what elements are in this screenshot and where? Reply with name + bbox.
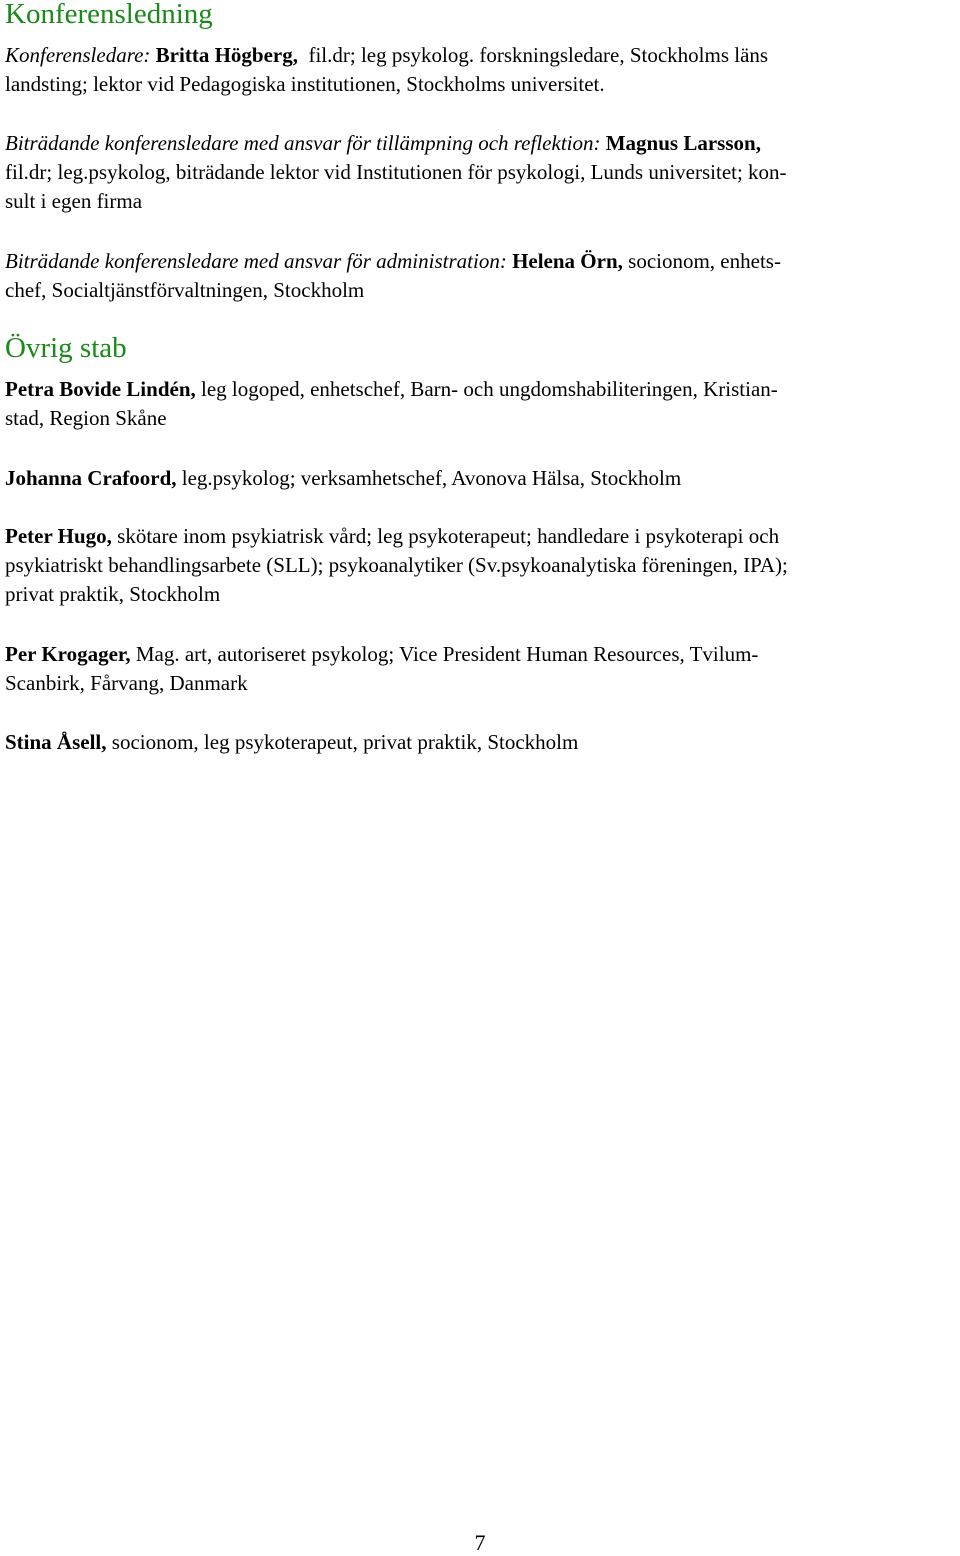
staff-line bbox=[5, 522, 955, 551]
leader-role: Konferensledare: bbox=[5, 43, 151, 67]
leader-line-1 bbox=[5, 41, 955, 70]
staff-line: psykiatriskt behandlingsarbete (SLL); psykoanalytiker (Sv.psykoanalytiska föreningen, IPA); bbox=[5, 553, 788, 577]
leader-line-2: landsting; lektor vid Pedagogiska institutionen, Stockholms universitet. bbox=[5, 72, 605, 96]
staff-paragraph bbox=[5, 728, 955, 757]
section-heading-konferensledning: Konferensledning bbox=[5, 0, 213, 30]
staff-name: Stina Åsell, bbox=[5, 730, 107, 754]
staff-paragraph bbox=[5, 522, 955, 609]
staff-line: privat praktik, Stockholm bbox=[5, 582, 221, 606]
staff-line bbox=[5, 640, 955, 669]
staff-description: leg logoped, enhetschef, Barn- och ungdomshabiliteringen, Kristian- bbox=[201, 377, 778, 401]
staff-line bbox=[5, 464, 955, 493]
staff-description: leg.psykolog; verksamhetschef, Avonova Hälsa, Stockholm bbox=[181, 466, 682, 490]
staff-paragraph bbox=[5, 375, 955, 433]
deputy-admin-role: Biträdande konferensledare med ansvar för administration: bbox=[5, 249, 507, 273]
deputy-application-line-3: sult i egen firma bbox=[5, 189, 143, 213]
leader-description: fil.dr; leg psykolog. forskningsledare, Stockholms läns bbox=[308, 43, 769, 67]
deputy-admin-description: socionom, enhets- bbox=[628, 249, 781, 273]
staff-line: stad, Region Skåne bbox=[5, 406, 167, 430]
staff-description: skötare inom psykiatrisk vård; leg psykoterapeut; handledare i psykoterapi och bbox=[117, 524, 780, 548]
deputy-application-line-2: fil.dr; leg.psykolog, biträdande lektor vid Institutionen för psykologi, Lunds universitet; kon- bbox=[5, 160, 787, 184]
deputy-admin-name: Helena Örn, bbox=[512, 249, 623, 273]
staff-paragraph bbox=[5, 464, 955, 493]
staff-line: Scanbirk, Fårvang, Danmark bbox=[5, 671, 248, 695]
staff-description: Mag. art, autoriseret psykolog; Vice President Human Resources, Tvilum- bbox=[135, 642, 759, 666]
staff-line bbox=[5, 728, 955, 757]
section-heading-ovrig-stab: Övrig stab bbox=[5, 332, 127, 364]
deputy-admin-line-1 bbox=[5, 247, 955, 276]
deputy-application-paragraph bbox=[5, 129, 955, 216]
page-number: 7 bbox=[474, 1530, 486, 1555]
staff-name: Peter Hugo, bbox=[5, 524, 112, 548]
staff-description: socionom, leg psykoterapeut, privat praktik, Stockholm bbox=[111, 730, 579, 754]
leader-paragraph bbox=[5, 41, 955, 99]
staff-name: Johanna Crafoord, bbox=[5, 466, 177, 490]
deputy-application-name: Magnus Larsson, bbox=[605, 131, 761, 155]
staff-name: Per Krogager, bbox=[5, 642, 131, 666]
staff-line bbox=[5, 375, 955, 404]
leader-name: Britta Högberg, bbox=[155, 43, 298, 67]
deputy-admin-line-2: chef, Socialtjänstförvaltningen, Stockholm bbox=[5, 278, 365, 302]
staff-name: Petra Bovide Lindén, bbox=[5, 377, 196, 401]
deputy-application-role: Biträdande konferensledare med ansvar för tillämpning och reflektion: bbox=[5, 131, 601, 155]
deputy-application-line-1 bbox=[5, 129, 955, 158]
staff-paragraph bbox=[5, 640, 955, 698]
deputy-admin-paragraph bbox=[5, 247, 955, 305]
